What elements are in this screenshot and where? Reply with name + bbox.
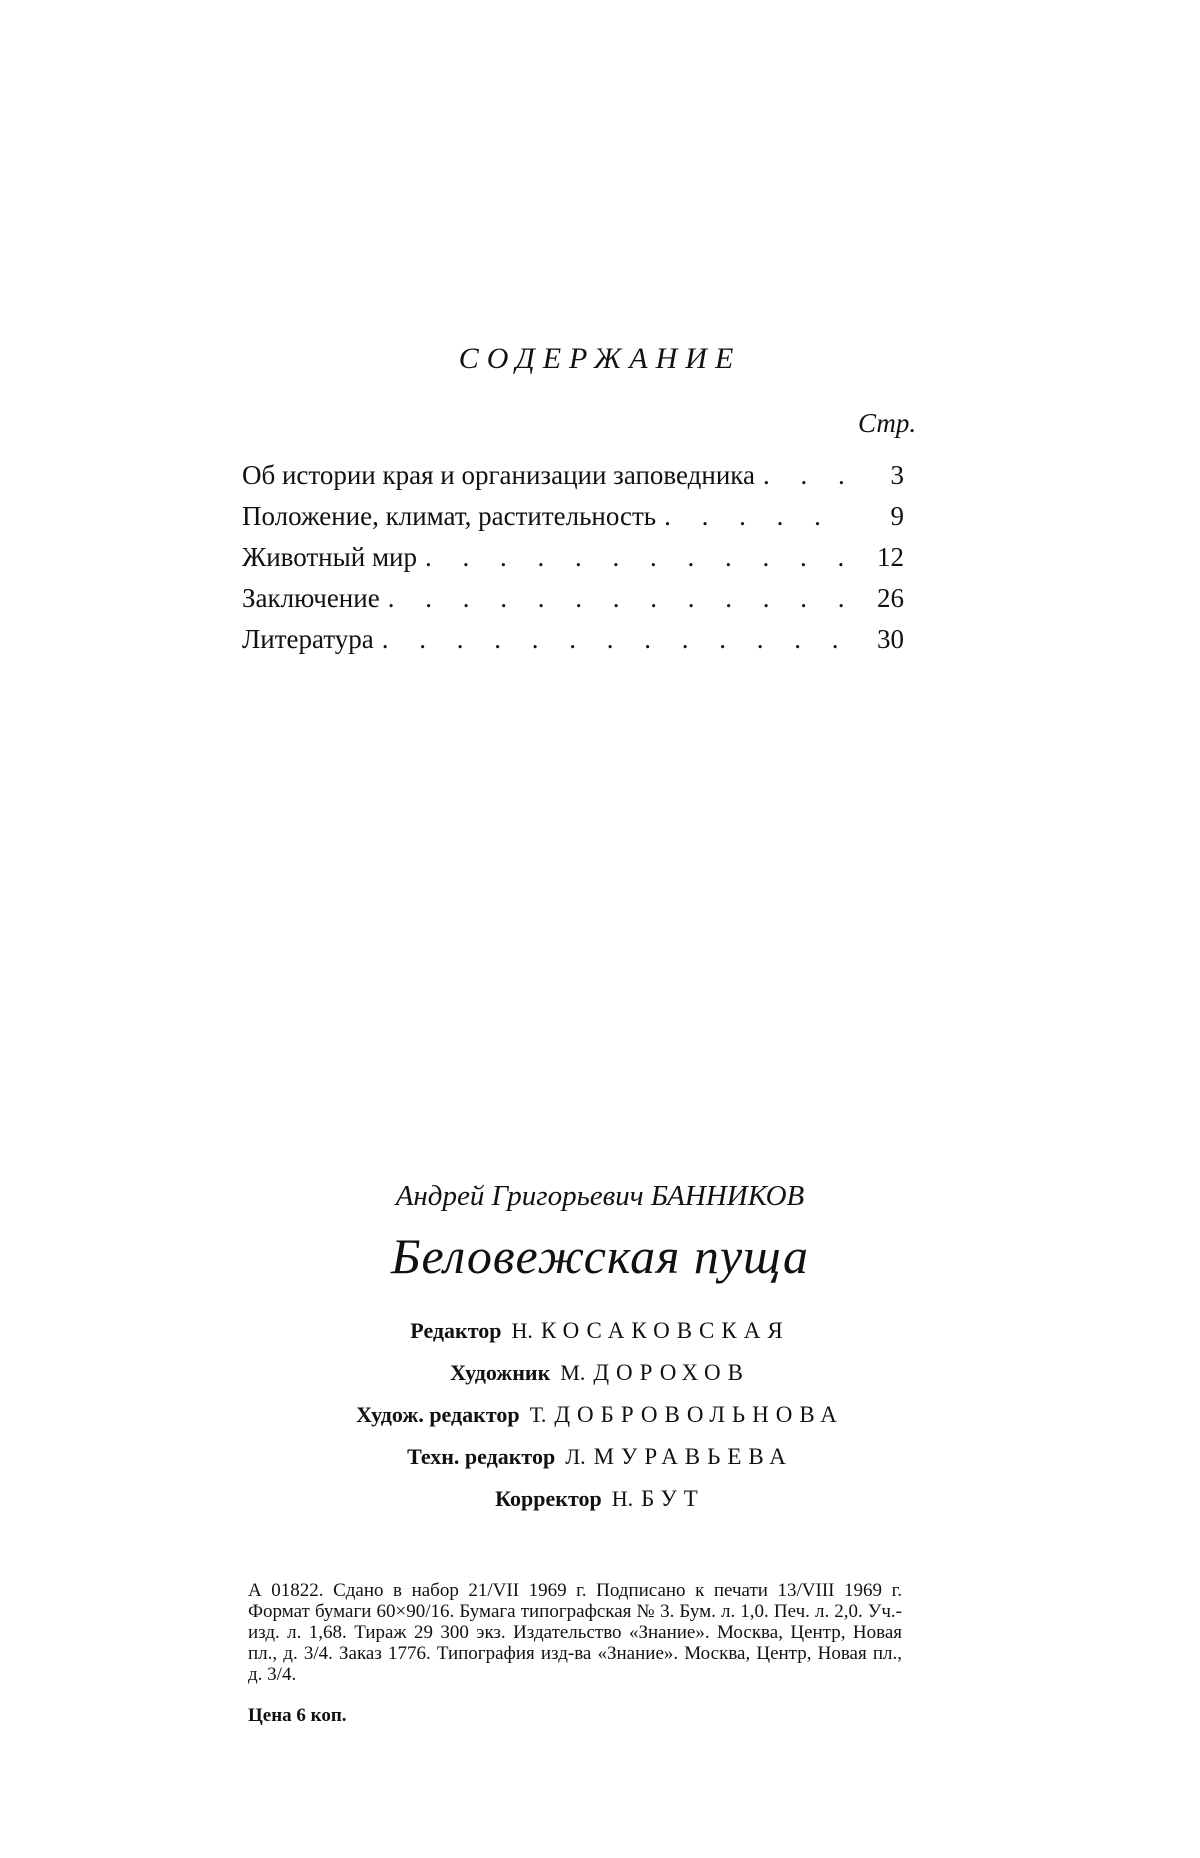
credit-line bbox=[0, 1318, 1200, 1360]
credits-list bbox=[0, 1318, 1200, 1528]
credit-line bbox=[0, 1486, 1200, 1528]
credit-initial: Н. bbox=[511, 1318, 533, 1343]
imprint-details: А 01822. Сдано в набор 21/VII 1969 г. Подписано к печати 13/VIII 1969 г. Формат бумаги 60×90/16. Бумага типографская № 3. Бум. л. 1,0. Печ. л. 2,0. Уч.-изд. л. 1,68. Тираж 29 300 экз. Издательство «Знание». Москва, Центр, Новая пл., д. 3/4. Заказ 1776. Типография изд-ва «Знание». Москва, Центр, Новая пл., д. 3/4. bbox=[248, 1580, 902, 1685]
toc-entry bbox=[242, 501, 904, 542]
credit-surname: МУРАВЬЕВА bbox=[593, 1444, 793, 1469]
credit-line bbox=[0, 1444, 1200, 1486]
credit-initial: Т. bbox=[529, 1402, 547, 1427]
book-title: Беловежская пуща bbox=[390, 1228, 810, 1284]
toc-leader-dots bbox=[664, 501, 846, 532]
table-of-contents bbox=[242, 460, 904, 665]
toc-entry-page: 12 bbox=[877, 542, 904, 572]
credit-line bbox=[0, 1402, 1200, 1444]
toc-entry-page: 30 bbox=[877, 624, 904, 654]
credit-role: Редактор bbox=[410, 1318, 502, 1343]
toc-entry-title: Литература bbox=[242, 624, 374, 654]
toc-leader-dots bbox=[763, 460, 846, 491]
contents-heading: СОДЕРЖАНИЕ bbox=[458, 342, 742, 375]
toc-leader-dots bbox=[425, 542, 846, 573]
toc-entry-title: Положение, климат, растительность bbox=[242, 501, 657, 531]
credit-role: Художник bbox=[450, 1360, 551, 1385]
author-name: Андрей Григорьевич БАННИКОВ bbox=[395, 1180, 805, 1212]
credit-role: Худож. редактор bbox=[356, 1402, 520, 1427]
toc-entry-title: Заключение bbox=[242, 583, 380, 613]
toc-leader-dots bbox=[388, 583, 846, 614]
credit-line bbox=[0, 1360, 1200, 1402]
toc-leader-dots bbox=[382, 624, 846, 655]
toc-entry bbox=[242, 460, 904, 501]
credit-role: Техн. редактор bbox=[407, 1444, 556, 1469]
toc-entry-page: 3 bbox=[890, 460, 904, 490]
toc-entry-page: 9 bbox=[890, 501, 904, 531]
toc-entry bbox=[242, 583, 904, 624]
credit-initial: Н. bbox=[611, 1486, 634, 1511]
credit-initial: М. bbox=[560, 1360, 586, 1385]
credit-surname: ДОРОХОВ bbox=[593, 1360, 750, 1385]
credit-surname: ДОБРОВОЛЬНОВА bbox=[554, 1402, 844, 1427]
credit-surname: БУТ bbox=[641, 1486, 705, 1511]
price-line: Цена 6 коп. bbox=[248, 1705, 347, 1726]
toc-entry bbox=[242, 542, 904, 583]
page-column-label: Стр. bbox=[858, 408, 917, 438]
credit-surname: КОСАКОВСКАЯ bbox=[540, 1318, 790, 1343]
toc-entry bbox=[242, 624, 904, 665]
credit-role: Корректор bbox=[495, 1486, 602, 1511]
toc-entry-title: Об истории края и организации заповедника bbox=[242, 460, 755, 490]
toc-entry-title: Животный мир bbox=[242, 542, 417, 572]
credit-initial: Л. bbox=[565, 1444, 586, 1469]
toc-entry-page: 26 bbox=[877, 583, 904, 613]
